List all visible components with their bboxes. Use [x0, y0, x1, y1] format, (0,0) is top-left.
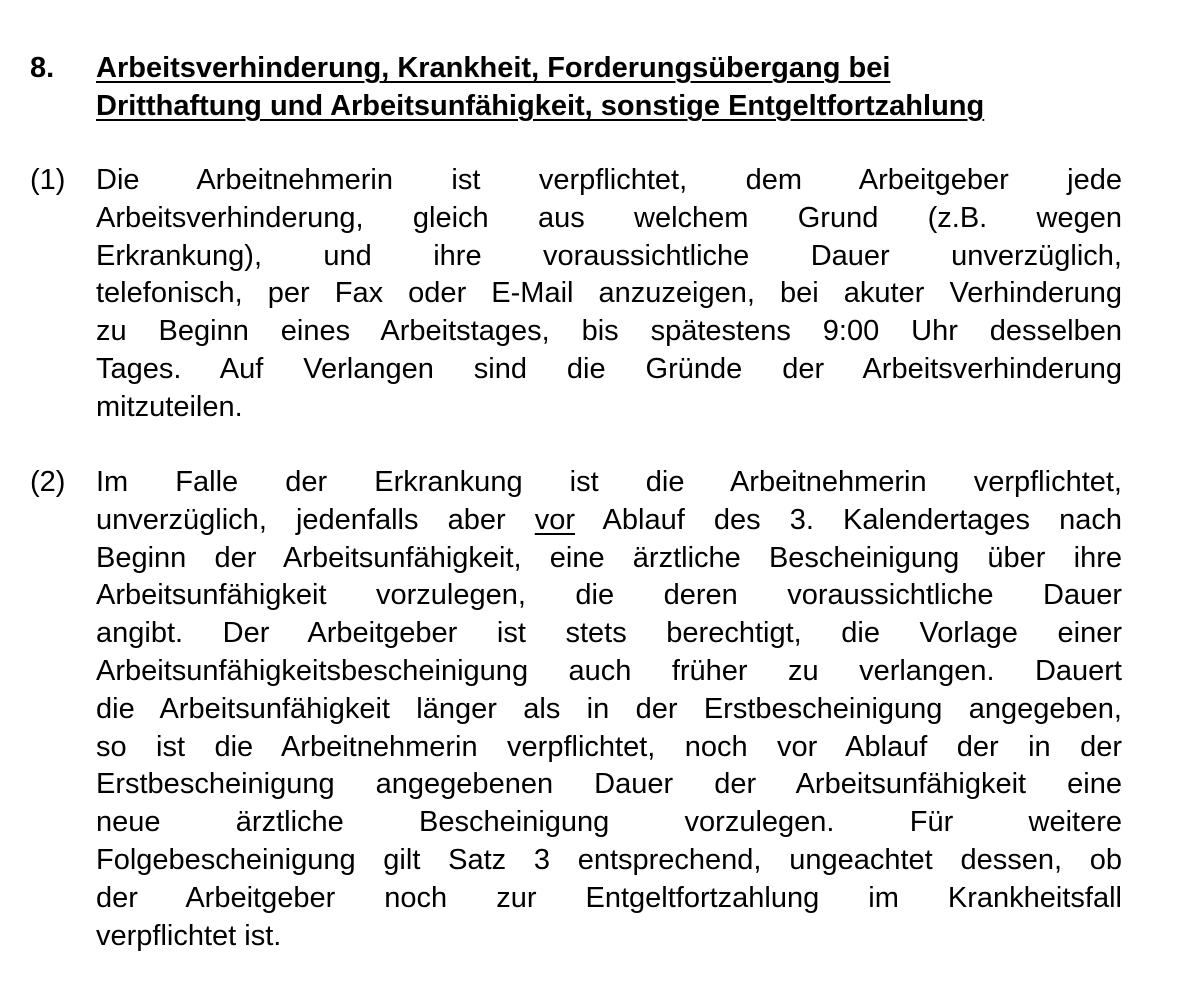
paragraph-line: die Arbeitsunfähigkeit länger als in der Erstbescheinigung angegeben, [96, 692, 1122, 725]
section-title-line: Arbeitsverhinderung, Krankheit, Forderungsübergang bei [96, 52, 891, 84]
paragraph-line: Beginn der Arbeitsunfähigkeit, eine ärztliche Bescheinigung über ihre [96, 541, 1122, 574]
paragraph-line: der Arbeitgeber noch zur Entgeltfortzahlung im Krankheitsfall [96, 881, 1122, 914]
paragraph-line: Erkrankung), und ihre voraussichtliche Dauer unverzüglich, [96, 239, 1122, 272]
paragraph-line: telefonisch, per Fax oder E-Mail anzuzeigen, bei akuter Verhinderung [96, 277, 1122, 310]
paragraph-line: Im Falle der Erkrankung ist die Arbeitnehmerin verpflichtet, [96, 466, 1122, 498]
paragraph-text [96, 162, 1122, 427]
paragraph-line: Arbeitsunfähigkeitsbescheinigung auch früher zu verlangen. Dauert [96, 654, 1122, 687]
paragraph-line: so ist die Arbeitnehmerin verpflichtet, noch vor Ablauf der in der [96, 730, 1122, 763]
paragraph-line: Folgebescheinigung gilt Satz 3 entsprechend, ungeachtet dessen, ob [96, 843, 1122, 876]
paragraph-line: angibt. Der Arbeitgeber ist stets berechtigt, die Vorlage einer [96, 617, 1122, 650]
section-title [96, 49, 1126, 125]
paragraph-line: Arbeitsverhinderung, gleich aus welchem Grund (z.B. wegen [96, 201, 1122, 234]
paragraph-text [96, 464, 1122, 955]
paragraph-line: Die Arbeitnehmerin ist verpflichtet, dem Arbeitgeber jede [96, 164, 1122, 196]
section-title-line: Dritthaftung und Arbeitsunfähigkeit, sonstige Entgeltfortzahlung [96, 90, 985, 122]
underlined-word: vor [534, 503, 576, 536]
paragraph-number: (2) [30, 466, 66, 498]
paragraph-number: (1) [30, 164, 66, 196]
paragraph-line: verpflichtet ist. [96, 919, 282, 952]
paragraph-line: Arbeitsunfähigkeit vorzulegen, die deren voraussichtliche Dauer [96, 579, 1122, 612]
section-number: 8. [30, 52, 55, 84]
paragraph-line: mitzuteilen. [96, 390, 243, 423]
paragraph-line: Erstbescheinigung angegebenen Dauer der Arbeitsunfähigkeit eine [96, 768, 1122, 801]
paragraph-line: unverzüglich, jedenfalls aber vor Ablauf des 3. Kalendertages nach [96, 503, 1122, 536]
paragraph-line: neue ärztliche Bescheinigung vorzulegen. Für weitere [96, 806, 1122, 839]
paragraph-line: Tages. Auf Verlangen sind die Gründe der Arbeitsverhinderung [96, 352, 1122, 385]
paragraph-line: zu Beginn eines Arbeitstages, bis spätestens 9:00 Uhr desselben [96, 315, 1122, 348]
